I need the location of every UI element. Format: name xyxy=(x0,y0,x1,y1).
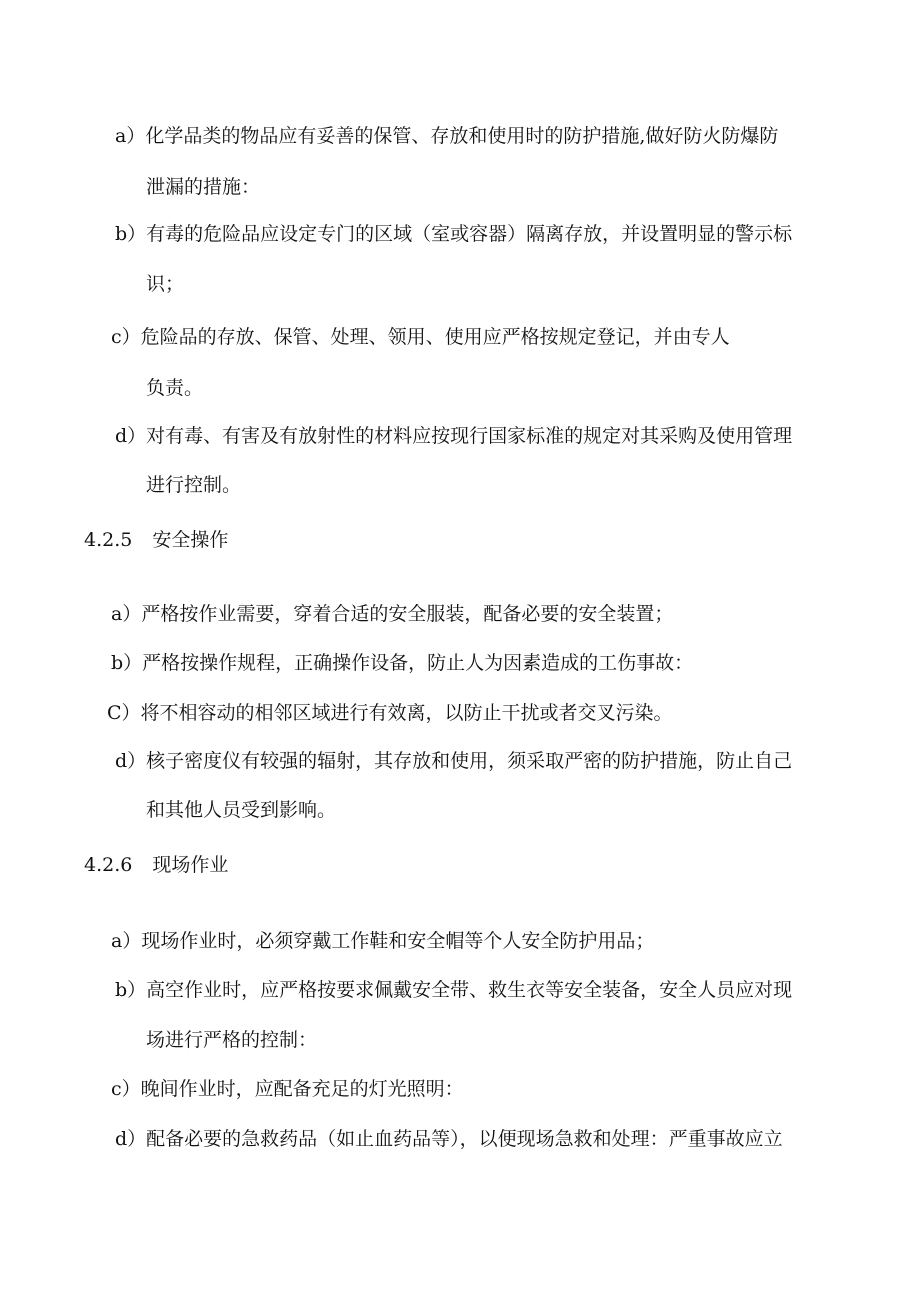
list-text: 配备必要的急救药品（如止血药品等），以便现场急救和处理：严重事故应立 xyxy=(146,1128,783,1150)
list-item-a-line2: 泄漏的措施： xyxy=(146,176,261,198)
section-heading-4-2-6 xyxy=(84,853,228,877)
list-item-d-line2: 进行控制。 xyxy=(146,474,242,496)
list-marker: b） xyxy=(115,223,147,245)
list-marker: c） xyxy=(111,1078,141,1100)
list-item-c-line2: 负责。 xyxy=(146,377,204,399)
list-marker: c） xyxy=(111,326,141,348)
list-text: 有毒的危险品应设定专门的区域（室或容器）隔离存放，并设置明显的警示标 xyxy=(146,223,793,245)
list-item-a xyxy=(111,602,673,626)
list-marker: C） xyxy=(107,702,141,724)
list-item-c xyxy=(111,1077,464,1101)
list-text: 危险品的存放、保管、处理、领用、使用应严格按规定登记，并由专人 xyxy=(140,326,730,348)
list-marker: d） xyxy=(115,425,147,447)
list-text: 对有毒、有害及有放射性的材料应按现行国家标准的规定对其采购及使用管理 xyxy=(146,425,793,447)
list-marker: a） xyxy=(115,125,146,147)
list-marker: a） xyxy=(111,603,142,625)
section-number: 4.2.6 xyxy=(84,854,133,876)
list-marker: d） xyxy=(115,1128,147,1150)
list-marker: d） xyxy=(115,750,147,772)
list-item-c-line1 xyxy=(111,325,730,349)
list-item-c xyxy=(107,701,673,725)
list-text: 严格按操作规程，正确操作设备，防止人为因素造成的工伤事故： xyxy=(142,652,694,674)
list-text: 高空作业时，应严格按要求佩戴安全带、救生衣等安全装备，安全人员应对现 xyxy=(146,979,793,1001)
list-item-b-line1 xyxy=(115,978,792,1002)
list-item-d-line1 xyxy=(115,749,792,773)
section-title: 现场作业 xyxy=(152,854,229,876)
list-item-b-line2: 场进行严格的控制： xyxy=(146,1029,318,1051)
section-heading-4-2-5 xyxy=(84,528,228,552)
list-item-b-line1 xyxy=(115,222,792,246)
list-marker: b） xyxy=(111,652,143,674)
list-text: 将不相容动的相邻区域进行有效离，以防止干扰或者交叉污染。 xyxy=(140,702,673,724)
list-item-a xyxy=(111,929,654,953)
list-item-b xyxy=(111,651,693,675)
list-item-d-line2: 和其他人员受到影响。 xyxy=(146,799,337,821)
list-item-b-line2: 识； xyxy=(146,273,185,295)
list-text: 晚间作业时，应配备充足的灯光照明： xyxy=(140,1078,464,1100)
list-item-d-line1 xyxy=(115,424,792,448)
list-item-a-line1 xyxy=(115,124,778,148)
section-number: 4.2.5 xyxy=(84,529,133,551)
list-text: 化学品类的物品应有妥善的保管、存放和使用时的防护措施,做好防火防爆防 xyxy=(145,125,779,147)
list-text: 核子密度仪有较强的辐射，其存放和使用，须采取严密的防护措施，防止自己 xyxy=(146,750,793,772)
list-text: 严格按作业需要，穿着合适的安全服装，配备必要的安全装置； xyxy=(141,603,674,625)
list-marker: b） xyxy=(115,979,147,1001)
list-marker: a） xyxy=(111,930,142,952)
section-title: 安全操作 xyxy=(152,529,229,551)
list-item-d-line1 xyxy=(115,1127,783,1151)
list-text: 现场作业时，必须穿戴工作鞋和安全帽等个人安全防护用品； xyxy=(141,930,655,952)
